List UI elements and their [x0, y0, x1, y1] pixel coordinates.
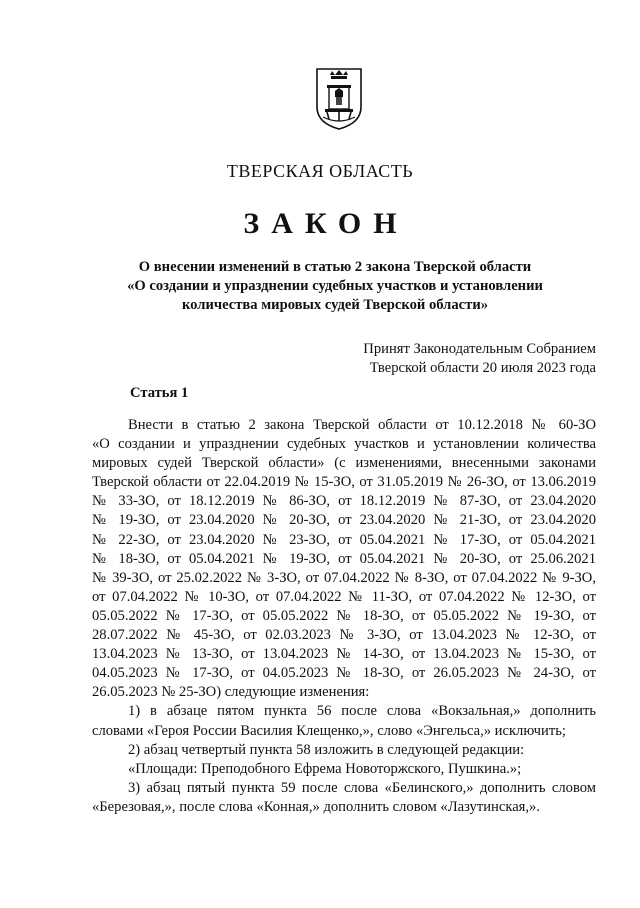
body-line: № 18-ЗО, от 05.04.2021 № 19-ЗО, от 05.04.2021 № 20-ЗО, от 25.06.2021 — [92, 550, 596, 567]
amendment-item-3-line: «Березовая,», после слова «Конная,» дополнить словом «Лазутинская,». — [92, 798, 540, 815]
adoption-note-line: Принят Законодательным Собранием — [363, 341, 596, 357]
law-title — [112, 258, 558, 315]
amendment-item-1-line: словами «Героя России Василия Клещенко,», слово «Энгельса,» исключить; — [92, 722, 566, 739]
body-line: от 07.04.2022 № 10-ЗО, от 07.04.2022 № 11-ЗО, от 07.04.2022 № 12-ЗО, от — [92, 588, 596, 605]
body-line: Тверской области от 22.04.2019 № 15-ЗО, от 31.05.2019 № 26-ЗО, от 13.06.2019 — [92, 474, 596, 491]
body-line: 04.05.2023 № 17-ЗО, от 04.05.2023 № 18-ЗО, от 26.05.2023 № 24-ЗО, от — [92, 665, 596, 682]
amendment-item-2-line: 2) абзац четвертый пункта 58 изложить в следующей редакции: — [128, 741, 525, 758]
law-title-line: О внесении изменений в статью 2 закона Тверской области — [138, 259, 532, 275]
article-body — [92, 416, 596, 817]
law-title-line: количества мировых судей Тверской области» — [181, 297, 489, 313]
body-line: № 19-ЗО, от 23.04.2020 № 20-ЗО, от 23.04.2020 № 21-ЗО, от 23.04.2020 — [92, 512, 596, 529]
body-line: 28.07.2022 № 45-ЗО, от 02.03.2023 № 3-ЗО, от 13.04.2023 № 12-ЗО, от — [92, 627, 596, 644]
body-line: № 22-ЗО, от 23.04.2020 № 23-ЗО, от 05.04.2021 № 17-ЗО, от 05.04.2021 — [92, 531, 596, 548]
body-line: 26.05.2023 № 25-ЗО) следующие изменения: — [92, 684, 370, 701]
amendment-item-3-line: 3) абзац пятый пункта 59 после слова «Белинского,» дополнить словом — [128, 779, 596, 796]
coat-of-arms-emblem — [315, 67, 363, 131]
body-line: мировых судей Тверской области» (с изменениями, внесенными законами — [92, 455, 596, 472]
amendment-item-1-line: 1) в абзаце пятом пункта 56 после слова «Вокзальная,» дополнить — [128, 703, 596, 720]
adoption-note — [363, 340, 596, 378]
region-name: ТВЕРСКАЯ ОБЛАСТЬ — [226, 161, 414, 181]
body-line: «О создании и упразднении судебных участков и установлении количества — [92, 436, 596, 453]
body-line: Внести в статью 2 закона Тверской области от 10.12.2018 № 60-ЗО — [128, 417, 596, 433]
body-line: № 39-ЗО, от 25.02.2022 № 3-ЗО, от 07.04.2022 № 8-ЗО, от 07.04.2022 № 9-ЗО, — [92, 569, 596, 586]
law-title-line: «О создании и упразднении судебных участков и установлении — [127, 278, 543, 294]
amendment-item-2-text: «Площади: Преподобного Ефрема Новоторжского, Пушкина.»; — [128, 760, 522, 777]
adoption-note-line: Тверской области 20 июля 2023 года — [369, 360, 596, 376]
body-line: 05.05.2022 № 17-ЗО, от 05.05.2022 № 18-ЗО, от 05.05.2022 № 19-ЗО, от — [92, 607, 596, 624]
document-type: ЗАКОН — [243, 207, 409, 240]
body-line: 13.04.2023 № 13-ЗО, от 13.04.2023 № 14-ЗО, от 13.04.2023 № 15-ЗО, от — [92, 646, 596, 663]
body-line: № 33-ЗО, от 18.12.2019 № 86-ЗО, от 18.12.2019 № 87-ЗО, от 23.04.2020 — [92, 493, 596, 510]
article-heading: Статья 1 — [130, 385, 189, 401]
